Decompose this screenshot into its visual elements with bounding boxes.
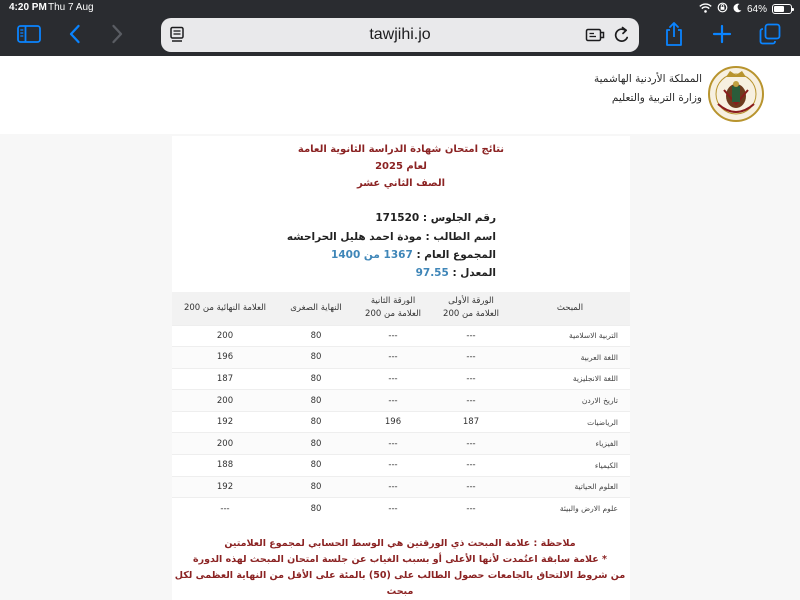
table-row <box>172 347 630 369</box>
cell-paper2: --- <box>354 347 432 369</box>
header-paper2 <box>354 292 432 325</box>
cell-paper1: --- <box>432 455 510 477</box>
seat-number-value: 171520 <box>375 212 420 224</box>
cell-paper1: --- <box>432 476 510 498</box>
grades-table <box>172 292 630 519</box>
table-row <box>172 433 630 455</box>
share-icon <box>663 21 685 51</box>
cell-paper2: 196 <box>354 411 432 433</box>
ministry-name <box>594 70 702 108</box>
cell-min-mark: 80 <box>278 390 354 412</box>
results-grade: الصف الثاني عشر <box>356 178 446 189</box>
battery-level <box>774 6 784 12</box>
cell-min-mark: 80 <box>278 347 354 369</box>
table-row <box>172 390 630 412</box>
status-bar <box>0 0 800 16</box>
cell-min-mark: 80 <box>278 455 354 477</box>
cell-subject: اللغة الانجليزية <box>510 368 630 390</box>
browser-toolbar <box>0 16 800 56</box>
cell-paper2: --- <box>354 368 432 390</box>
table-row <box>172 476 630 498</box>
tabs-button[interactable] <box>756 22 784 50</box>
forward-button[interactable] <box>103 22 131 50</box>
cell-min-mark: 80 <box>278 325 354 347</box>
table-row <box>172 325 630 347</box>
results-title: نتائج امتحان شهادة الدراسة الثانوية العامة <box>297 144 505 155</box>
cell-final-mark: 200 <box>172 325 278 347</box>
screen-lock-icon <box>717 2 728 16</box>
cell-paper1: --- <box>432 498 510 520</box>
reload-icon[interactable] <box>613 25 631 49</box>
cell-final-mark: 188 <box>172 455 278 477</box>
cell-min-mark: 80 <box>278 368 354 390</box>
cell-final-mark: 200 <box>172 390 278 412</box>
student-name-label: اسم الطالب : <box>425 231 496 243</box>
web-page <box>0 56 800 600</box>
average-label: المعدل : <box>452 267 496 279</box>
cell-final-mark: --- <box>172 498 278 520</box>
cell-subject: تاريخ الاردن <box>510 390 630 412</box>
cell-final-mark: 196 <box>172 347 278 369</box>
ministry-line-ministry: وزارة التربية والتعليم <box>611 92 702 104</box>
cell-final-mark: 187 <box>172 368 278 390</box>
cell-paper1: --- <box>432 390 510 412</box>
battery-icon <box>772 4 792 14</box>
status-right <box>699 2 792 16</box>
cell-subject: الفيزياء <box>510 433 630 455</box>
table-row <box>172 368 630 390</box>
status-time: 4:20 PM <box>9 2 47 13</box>
cell-min-mark: 80 <box>278 433 354 455</box>
cell-paper2: --- <box>354 476 432 498</box>
header-paper1-title: الورقة الأولى <box>448 296 494 307</box>
cell-paper2: --- <box>354 325 432 347</box>
header-paper2-title: الورقة الثانية <box>370 296 416 307</box>
average-value: 97.55 <box>415 267 449 279</box>
cell-subject: الكيمياء <box>510 455 630 477</box>
results-year: لعام 2025 <box>375 161 427 172</box>
grades-body <box>172 325 630 519</box>
cell-subject: علوم الارض والبيئة <box>510 498 630 520</box>
total-value: 1367 من 1400 <box>331 249 413 261</box>
wifi-icon <box>699 3 712 16</box>
table-row <box>172 498 630 520</box>
cell-min-mark: 80 <box>278 476 354 498</box>
cell-paper1: --- <box>432 368 510 390</box>
header-min-mark: النهاية الصغرى <box>278 292 354 325</box>
url-text: tawjihi.jo <box>369 26 431 43</box>
cell-subject: العلوم الحياتية <box>510 476 630 498</box>
notes <box>120 536 680 600</box>
header-paper2-max: العلامة من 200 <box>365 309 421 320</box>
cell-paper1: --- <box>432 325 510 347</box>
sidebar-icon <box>17 24 41 48</box>
moon-icon <box>733 3 742 16</box>
cell-paper2: --- <box>354 455 432 477</box>
ministry-line-kingdom: المملكة الأردنية الهاشمية <box>593 73 702 85</box>
note-line-2: * علامة سابقة اعتُمدت لأنها الأعلى أو بسبب الغياب عن جلسة امتحان المبحث لهذه الدورة <box>193 554 607 565</box>
note-line-4: مبحث <box>386 586 414 597</box>
ministry-emblem-icon <box>706 62 766 124</box>
note-line-1: ملاحظة : علامة المبحث ذي الورقتين هي الوسط الحسابي لمجموع العلامتين <box>224 538 576 549</box>
header-paper1-max: العلامة من 200 <box>443 309 499 320</box>
total-row <box>331 249 496 261</box>
cell-paper2: --- <box>354 433 432 455</box>
status-date: Thu 7 Aug <box>48 2 94 13</box>
cell-subject: الرياضيات <box>510 411 630 433</box>
cell-final-mark: 192 <box>172 411 278 433</box>
cell-final-mark: 192 <box>172 476 278 498</box>
tabs-icon <box>759 23 781 49</box>
share-button[interactable] <box>660 22 688 50</box>
grades-header-row <box>172 292 630 325</box>
cell-min-mark: 80 <box>278 498 354 520</box>
battery-percent: 64% <box>746 3 767 15</box>
cell-subject: اللغة العربية <box>510 347 630 369</box>
back-button[interactable] <box>61 22 89 50</box>
reader-icon[interactable] <box>585 26 605 48</box>
seat-number-row <box>375 212 496 224</box>
new-tab-button[interactable] <box>708 22 736 50</box>
student-name-row <box>287 231 496 243</box>
plus-icon <box>712 24 732 48</box>
total-label: المجموع العام : <box>416 249 496 261</box>
ministry-header <box>0 56 800 134</box>
cell-min-mark: 80 <box>278 411 354 433</box>
cell-paper1: 187 <box>432 411 510 433</box>
cell-paper1: --- <box>432 433 510 455</box>
note-line-3: من شروط الالتحاق بالجامعات حصول الطالب على (50) بالمئة على الأقل من النهاية العظمى لكل <box>174 570 626 581</box>
header-subject: المبحث <box>510 292 630 325</box>
sidebar-button[interactable] <box>15 22 43 50</box>
seat-number-label: رقم الجلوس : <box>422 212 496 224</box>
cell-paper2: --- <box>354 498 432 520</box>
header-paper1 <box>432 292 510 325</box>
chevron-left-icon <box>68 24 82 48</box>
chevron-right-icon <box>110 24 124 48</box>
header-final-mark: العلامة النهائية من 200 <box>172 292 278 325</box>
table-row <box>172 411 630 433</box>
average-row <box>416 267 496 279</box>
table-row <box>172 455 630 477</box>
address-bar[interactable] <box>161 18 639 52</box>
cell-paper1: --- <box>432 347 510 369</box>
cell-paper2: --- <box>354 390 432 412</box>
cell-final-mark: 200 <box>172 433 278 455</box>
student-name-value: مودة احمد هليل الحراحشه <box>286 231 422 243</box>
cell-subject: التربية الاسلامية <box>510 325 630 347</box>
